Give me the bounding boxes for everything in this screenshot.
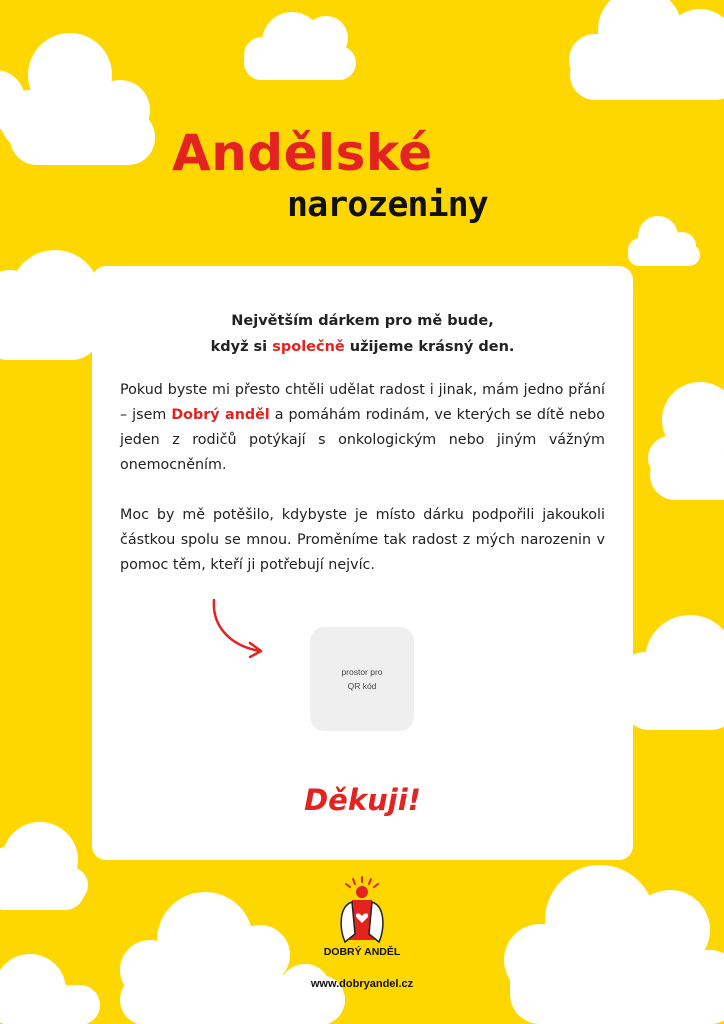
cloud-icon [617, 615, 724, 730]
lead-line-2-end: užijeme krásný den. [344, 339, 515, 355]
lead-line-1: Největším dárkem pro mě bude, [231, 313, 494, 329]
cloud-icon [504, 865, 724, 1024]
curved-arrow-icon [210, 596, 266, 658]
qr-placeholder-text [341, 665, 382, 693]
title-main: Andělské [172, 124, 433, 182]
cloud-icon [120, 892, 345, 1024]
qr-line-2: QR kód [347, 681, 377, 691]
cloud-icon [0, 250, 100, 360]
cloud-icon [648, 382, 724, 500]
lead-text [92, 308, 633, 360]
lead-highlight: společně [272, 339, 345, 355]
website-link[interactable]: www.dobryandel.cz [310, 978, 414, 990]
para1-highlight: Dobrý anděl [171, 407, 270, 423]
qr-code-placeholder [310, 627, 414, 731]
cloud-icon [0, 822, 88, 910]
cloud-icon [628, 216, 700, 266]
lead-line-2 [92, 334, 633, 360]
logo-text: DOBRÝ ANDĚL [323, 946, 401, 958]
title-sub: narozeniny [287, 185, 488, 225]
qr-line-1: prostor pro [341, 667, 383, 677]
lead-line-2-start: když si [210, 339, 273, 355]
cloud-icon [569, 0, 724, 100]
cloud-icon [0, 33, 155, 165]
cloud-icon [244, 12, 356, 80]
paragraph-2: Moc by mě potěšilo, kdybyste je místo dárku podpořili jakoukoli částkou spolu se mnou. Proměníme tak radost z mých narozenin v pomoc těm, kteří ji potřebují nejvíc. [120, 507, 605, 573]
paragraph-1 [120, 378, 605, 478]
para1-start: Pokud byste mi přesto chtěli udělat radost i jinak, mám jedno přání – jsem [120, 382, 605, 423]
angel-logo-icon [335, 876, 389, 944]
thanks-text: Děkuji! [304, 783, 421, 817]
para1-end: a pomáhám rodinám, ve kterých se dítě nebo jeden z rodičů potýkají s onkologickým nebo jiným vážným onemocněním. [120, 407, 605, 473]
message-card [92, 266, 633, 860]
cloud-icon [0, 954, 100, 1024]
